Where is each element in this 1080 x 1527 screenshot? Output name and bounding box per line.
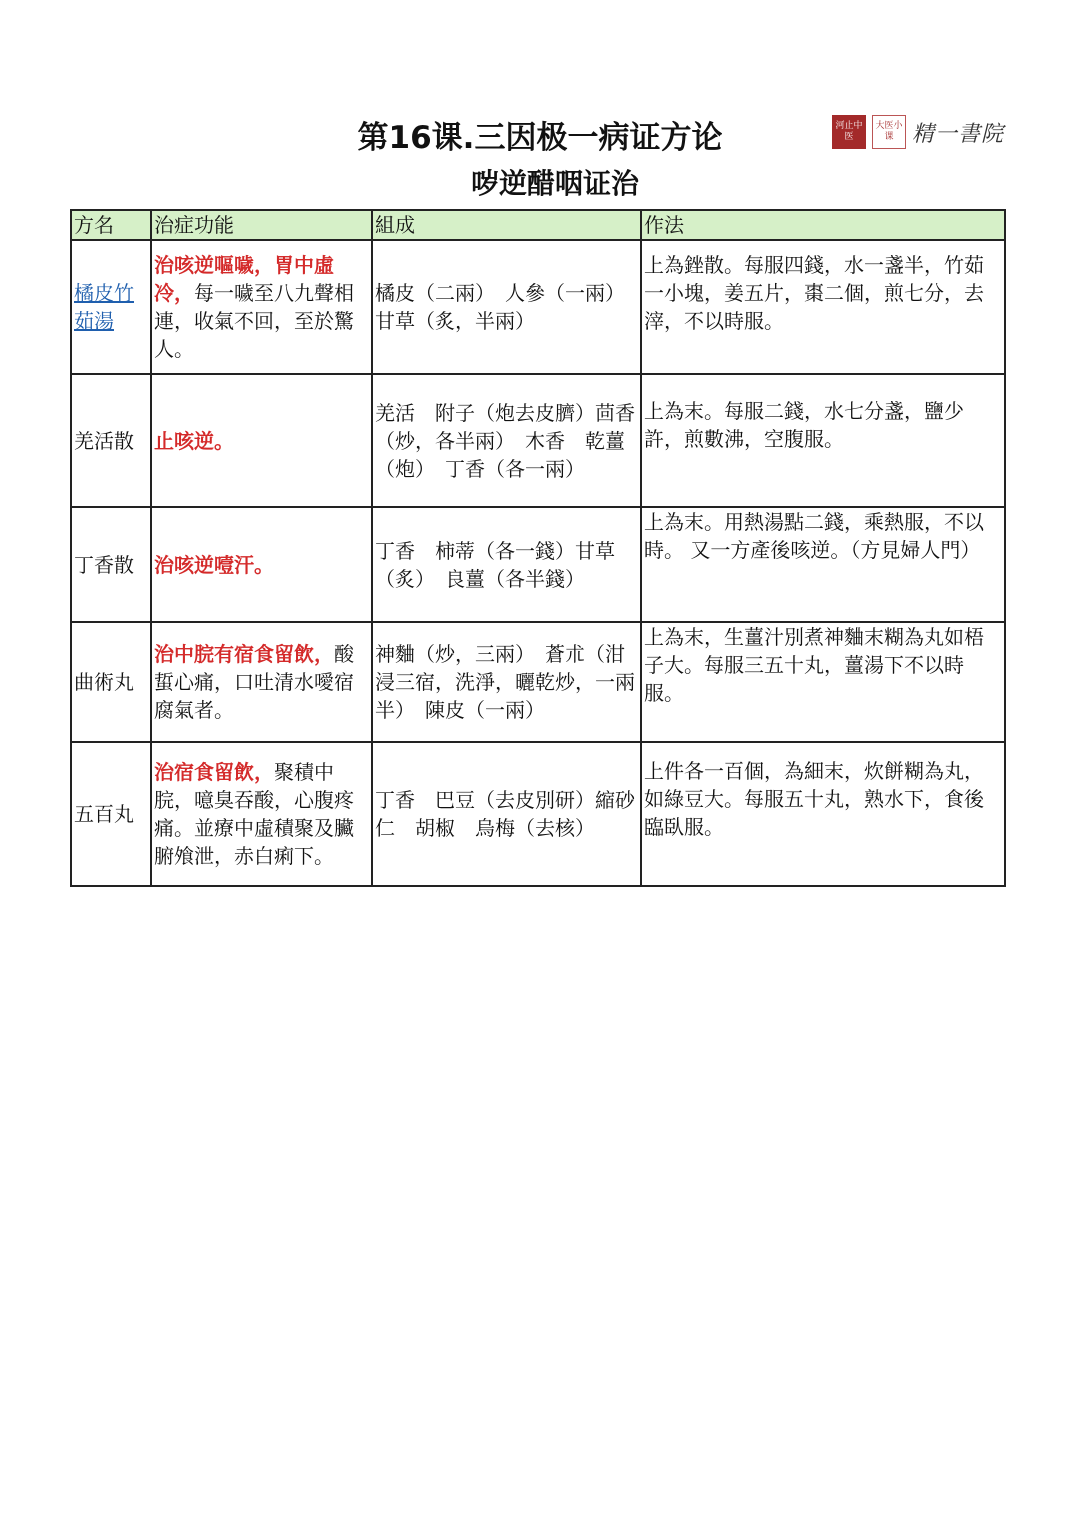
- formula-name-link[interactable]: 橘皮竹茹湯: [74, 281, 134, 333]
- composition-cell: 丁香 巴豆（去皮別研）縮砂仁 胡椒 烏梅（去核）: [372, 742, 641, 886]
- table-row: [71, 507, 1005, 622]
- indication-cell: [151, 622, 372, 742]
- table-header-row: [71, 210, 1005, 240]
- formula-name-cell[interactable]: [71, 240, 151, 374]
- formula-name-cell: 羌活散: [71, 374, 151, 507]
- indication-text: 每一噦至八九聲相連，收氣不回，至於驚人。: [154, 281, 354, 361]
- method-cell: 上件各一百個，為細末，炊餅糊為丸，如綠豆大。每服五十丸，熟水下，食後臨臥服。: [641, 742, 1005, 886]
- indication-highlight: 止咳逆。: [154, 428, 234, 453]
- composition-cell: 羌活 附子（炮去皮臍）茴香（炒，各半兩） 木香 乾薑（炮） 丁香（各一兩）: [372, 374, 641, 507]
- formula-name-cell: 丁香散: [71, 507, 151, 622]
- formula-table: [70, 209, 1006, 887]
- table-row: [71, 622, 1005, 742]
- indication-text: 聚積中脘，噫臭吞酸，心腹疼痛。並療中虛積聚及臟腑飧泄，赤白痢下。: [154, 760, 354, 868]
- seal-logo: 河止中医: [832, 115, 866, 149]
- indication-highlight: 治咳逆嘔噦，胃中虛冷，: [154, 253, 334, 305]
- academy-logo-text: 精一書院: [912, 121, 1005, 147]
- indication-text: 酸蜇心痛，口吐清水噯宿腐氣者。: [154, 642, 354, 722]
- method-cell: 上為銼散。每服四錢，水一盞半，竹茹一小塊，姜五片，棗二個，煎七分，去滓，不以時服。: [641, 240, 1005, 374]
- column-header: 組成: [372, 210, 641, 240]
- indication-cell: [151, 374, 372, 507]
- page-subtitle: 哕逆醋咽证治: [470, 167, 639, 200]
- column-header: 治症功能: [151, 210, 372, 240]
- indication-cell: [151, 507, 372, 622]
- page-title: 第16课.三因极一病证方论: [357, 120, 723, 156]
- column-header: 方名: [71, 210, 151, 240]
- composition-cell: 丁香 柿蒂（各一錢）甘草（炙） 良薑（各半錢）: [372, 507, 641, 622]
- indication-highlight: 治宿食留飲，: [154, 760, 274, 784]
- method-cell: 上為末。每服二錢，水七分盞，鹽少許，煎數沸，空腹服。: [641, 374, 1005, 507]
- indication-highlight: 治中脘有宿食留飲，: [154, 642, 334, 666]
- composition-cell: 神麯（炒，三兩） 蒼朮（泔浸三宿，洗淨，曬乾炒，一兩半） 陳皮（一兩）: [372, 622, 641, 742]
- indication-cell: [151, 742, 372, 886]
- method-cell: 上為末，生薑汁別煮神麯末糊為丸如梧子大。每服三五十丸，薑湯下不以時服。: [641, 622, 1005, 742]
- formula-name-cell: 五百丸: [71, 742, 151, 886]
- table-row: [71, 240, 1005, 374]
- composition-cell: 橘皮（二兩） 人參（一兩） 甘草（炙，半兩）: [372, 240, 641, 374]
- indication-highlight: 治咳逆噎汗。: [154, 552, 274, 577]
- class-logo: 大医小课: [872, 115, 906, 149]
- publisher-logos: [832, 115, 1004, 149]
- table-row: [71, 742, 1005, 886]
- method-cell: 上為末。用熱湯點二錢，乘熱服，不以時。 又一方產後咳逆。（方見婦人門）: [641, 507, 1005, 622]
- column-header: 作法: [641, 210, 1005, 240]
- indication-cell: [151, 240, 372, 374]
- table-row: [71, 374, 1005, 507]
- formula-name-cell: 曲術丸: [71, 622, 151, 742]
